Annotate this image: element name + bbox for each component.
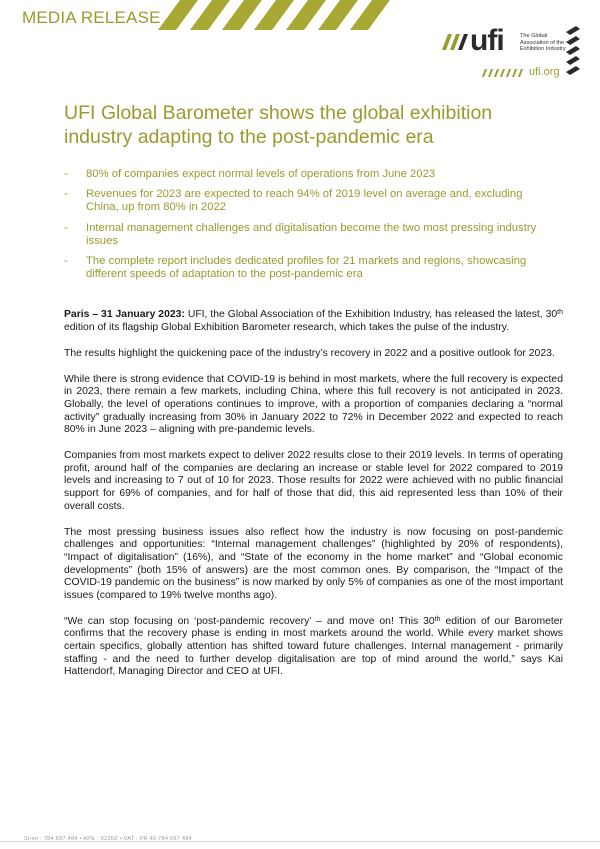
logo-side-bars-icon [566,26,580,76]
logo-url[interactable]: ufi.org [529,66,560,78]
bullet-dash: - [64,168,68,180]
stripe [350,0,390,30]
stripe [190,0,230,30]
page-title: UFI Global Barometer shows the global exhibition industry adapting to the post-pandemic era [64,102,493,148]
stripe [158,0,198,30]
media-release-label: MEDIA RELEASE [22,8,161,27]
paragraph-issues: The most pressing business issues also reflect how the industry is now focusing on post-pandemic challenges and opportunities: “Internal management challenges” (highlighted by 20% of respondents), “Impact of digitalisation” (16%), and “State of the economy in the home market” and “Global economic developments” (both 15% of answers) are the most common ones. By comparison, the “Impact of the COVID-19 pandemic on the business” is now marked by only 5% of companies as one of the most important issues (compared to 19% twelve months ago). [64,526,563,601]
list-item: - Internal management challenges and digitalisation become the two most pressing industry issues [64,221,537,247]
logo-dots-icon [482,69,528,77]
paragraph-quote: “We can stop focusing on ‘post-pandemic recovery’ – and move on! This 30th edition of our Barometer confirms that the recovery phase is ending in most markets around the world. While every market shows certain specifics, globally attention has shifted toward future challenges. Internal management - primarily staffing - and the need to further develop digitalisation are top of mind around the world,” says Kai Hattendorf, Managing Director and CEO at UFI. [64,615,563,678]
stripe [222,0,262,30]
logo-chevrons-icon [440,30,470,52]
ufi-logo[interactable] [440,22,585,84]
dateline: Paris – 31 January 2023: [64,309,185,320]
bullet-dash: - [64,188,68,201]
header-stripes [150,0,400,30]
paragraph-results: The results highlight the quickening pace of the industry’s recovery in 2022 and a positive outlook for 2023. [64,347,555,359]
paragraph-profit: Companies from most markets expect to deliver 2022 results close to their 2019 levels. In terms of operating profit, around half of the companies are declaring an increase or stable level for 2022 compared to 2019 levels and increasing to 7 out of 10 for 2023. Those results for 2022 were achieved with no public financial support for 69% of companies, and for half of those that did, this aid represented less than 10% of their overall costs. [64,450,563,512]
list-item: - The complete report includes dedicated profiles for 21 markets and regions, showcasing different speeds of adaptation to the post-pandemic era [64,255,527,281]
highlights-list [64,168,544,288]
stripe [318,0,358,30]
stripe [254,0,294,30]
list-item: - 80% of companies expect normal levels of operations from June 2023 [64,168,436,180]
paragraph-intro: Paris – 31 January 2023: UFI, the Global Association of the Exhibition Industry, has released the latest, 30th edition of its flagship Global Exhibition Barometer research, which takes the pulse of the industry. [64,309,563,333]
logo-wordmark: ufi [470,24,504,57]
bullet-dash: - [64,221,68,234]
body-text [64,309,563,692]
list-item: - Revenues for 2023 are expected to reach 94% of 2019 level on average and, excluding China, up from 80% in 2022 [64,188,523,214]
bullet-dash: - [64,255,68,268]
footer-legal: Siren : 784 697 484 • APE : 9230Z • VAT : FR 46 784 697 484 [24,836,193,842]
stripe [286,0,326,30]
paragraph-covid: While there is strong evidence that COVID-19 is behind in most markets, where the full recovery is expected in 2023, there remain a few markets, including China, where this full recovery is not anticipated in 2023. Globally, the level of operations continues to improve, with a proportion of companies declaring a “normal activity” gradually increasing from 30% in January 2022 to 72% in December 2022 and expected to reach 80% in June 2023 – aligning with pre-pandemic levels. [64,373,563,436]
logo-tagline: The Global Association of the Exhibition Industry [520,33,566,52]
